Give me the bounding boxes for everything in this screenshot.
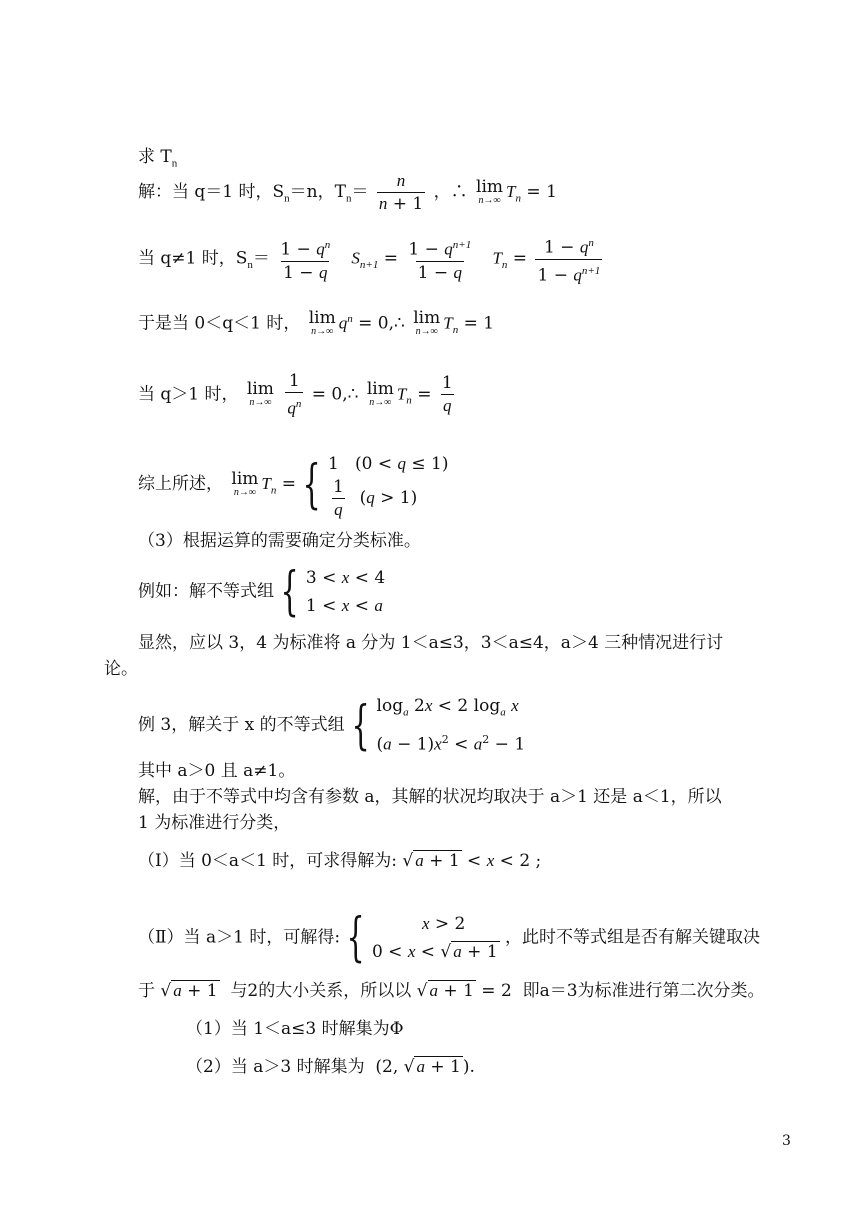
line-9a: 显然，应以 3，4 为标准将 a 分为 1＜a≤3，3＜a≤4，a＞4 三种情况进行讨 [138, 633, 724, 653]
line-10: 例 3，解关于 x 的不等式组 { $\log_a 2x < 2$ $\log_a x$ $(a - 1)x^2 < a^2 - 1$ [138, 695, 526, 756]
line-3: 当 q≠1 时，$S_n=$ $\frac{1 - q^n}{1 - q}$ $S_{n+1}$ = $\frac{1 - q^{n+1}}{1 - q}$ $T_n$ = $\frac{1 - q^n}{1 - q^{n+1}}$ [138, 237, 601, 286]
page-number: 3 [782, 1133, 791, 1149]
line-7: （3）根据运算的需要确定分类标准。 [138, 531, 421, 551]
line-18: （2）当 a＞3 时解集为 (2, √ a + 1 ). [186, 1057, 475, 1077]
line-13: 1 为标准进行分类， [138, 813, 291, 833]
line-15: （Ⅱ）当 a＞1 时，可解得: { x > 2 0 < x < √ a + 1 ，此时不等式组是否有解关键取决 [138, 908, 761, 968]
line-8: 例如：解不等式组 { 3 < x < 4 1 < x < a [138, 562, 386, 622]
line-2: 解：当 q＝1 时，$S_n=n$，$T_n=$ $\frac{n}{n + 1}$ ，∴ lim n→∞ $T_n = 1$ [138, 171, 557, 214]
line-1: 求 $T_n$ [138, 147, 178, 170]
line-17: （1）当 1＜a≤3 时解集为Φ [186, 1019, 404, 1039]
line-5: 当 q＞1 时， lim n→∞ $\frac{1}{q^n}$ = 0,∴ lim n→∞ $T_n$ = $\frac{1}{q}$ [138, 371, 453, 418]
line-16: 于 √ a + 1 与2的大小关系，所以以 √ a + 1 = 2 即a＝3为标准进行第二次分类。 [138, 981, 765, 1001]
line-14: （Ⅰ）当 0＜a＜1 时，可求得解为: √ a + 1 < x < 2 ; [138, 851, 542, 871]
line-6: 综上所述， lim n→∞ $T_n$ = { 1 (0 < q ≤ 1) $\frac{1}{q}$ (q > 1) [138, 454, 449, 519]
line-11: 其中 a＞0 且 a≠1。 [138, 761, 296, 781]
line-9b: 论。 [104, 659, 138, 679]
line-12: 解，由于不等式中均含有参数 a，其解的状况均取决于 a＞1 还是 a＜1，所以 [138, 787, 722, 807]
line-4: 于是当 0＜q＜1 时， lim n→∞ $q^n$ = 0,∴ lim n→∞ $T_n = 1$ [138, 308, 495, 338]
